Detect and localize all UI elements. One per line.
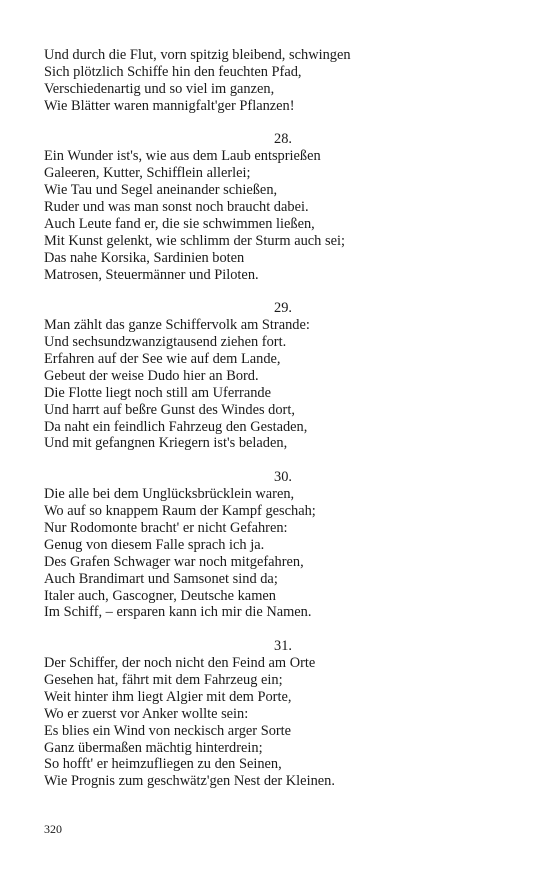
verse-line: Sich plötzlich Schiffe hin den feuchten Pfad,	[44, 63, 302, 80]
verse-line: Genug von diesem Falle sprach ich ja.	[44, 536, 265, 553]
verse-line: Weit hinter ihm liegt Algier mit dem Porte,	[44, 688, 292, 705]
stanza-number: 28.	[274, 131, 292, 148]
verse-line: Wo auf so knappem Raum der Kampf geschah;	[44, 503, 316, 520]
verse-line: Man zählt das ganze Schiffervolk am Strande:	[44, 317, 310, 334]
verse-line: Gesehen hat, fährt mit dem Fahrzeug ein;	[44, 671, 283, 688]
verse-line: Wie Prognis zum geschwätz'gen Nest der Kleinen.	[44, 773, 335, 790]
verse-line: Matrosen, Steuermänner und Piloten.	[44, 266, 259, 283]
verse-line: Es blies ein Wind von neckisch arger Sorte	[44, 722, 292, 739]
verse-line: Die alle bei dem Unglücksbrücklein waren,	[44, 486, 295, 503]
stanza-28	[44, 131, 514, 283]
verse-line: Des Grafen Schwager war noch mitgefahren,	[44, 553, 304, 570]
verse-line: So hofft' er heimzufliegen zu den Seinen,	[44, 756, 282, 773]
verse-line: Ganz übermaßen mächtig hinterdrein;	[44, 739, 263, 756]
verse-line: Auch Leute fand er, die sie schwimmen ließen,	[44, 215, 315, 232]
verse-line: Wo er zuerst vor Anker wollte sein:	[44, 705, 249, 722]
page-text	[44, 47, 514, 790]
verse-line: Mit Kunst gelenkt, wie schlimm der Sturm auch sei;	[44, 232, 345, 249]
verse-line: Ein Wunder ist's, wie aus dem Laub entsprießen	[44, 148, 321, 165]
verse-line: Erfahren auf der See wie auf dem Lande,	[44, 351, 281, 368]
verse-line: Wie Tau und Segel aneinander schießen,	[44, 182, 278, 199]
verse-line: Wie Blätter waren mannigfalt'ger Pflanzen!	[44, 97, 295, 114]
verse-line: Da naht ein feindlich Fahrzeug den Gestaden,	[44, 418, 308, 435]
verse-line: Die Flotte liegt noch still am Uferrande	[44, 384, 271, 401]
verse-line: Gebeut der weise Dudo hier an Bord.	[44, 367, 259, 384]
verse-line: Nur Rodomonte bracht' er nicht Gefahren:	[44, 519, 288, 536]
verse-line: Ruder und was man sonst noch braucht dabei.	[44, 199, 309, 216]
stanza-30	[44, 469, 514, 621]
verse-line: Italer auch, Gascogner, Deutsche kamen	[44, 587, 276, 604]
verse-line: Und durch die Flut, vorn spitzig bleibend, schwingen	[44, 47, 351, 63]
verse-line: Auch Brandimart und Samsonet sind da;	[44, 570, 278, 587]
verse-line: Das nahe Korsika, Sardinien boten	[44, 249, 245, 266]
verse-line: Galeeren, Kutter, Schifflein allerlei;	[44, 165, 251, 182]
stanza-number: 31.	[274, 638, 292, 655]
stanza-continued	[44, 47, 514, 115]
verse-line: Und mit gefangnen Kriegern ist's beladen,	[44, 435, 288, 452]
page-number: 320	[44, 822, 62, 836]
verse-line: Verschiedenartig und so viel im ganzen,	[44, 80, 275, 97]
verse-line: Der Schiffer, der noch nicht den Feind am Orte	[44, 655, 316, 672]
stanza-29	[44, 300, 514, 452]
verse-line: Und sechsundzwanzigtausend ziehen fort.	[44, 334, 287, 351]
stanza-number: 30.	[274, 469, 292, 486]
stanza-number: 29.	[274, 300, 292, 317]
verse-line: Im Schiff, – ersparen kann ich mir die Namen.	[44, 604, 312, 621]
stanza-31	[44, 638, 514, 790]
verse-line: Und harrt auf beßre Gunst des Windes dort,	[44, 401, 295, 418]
